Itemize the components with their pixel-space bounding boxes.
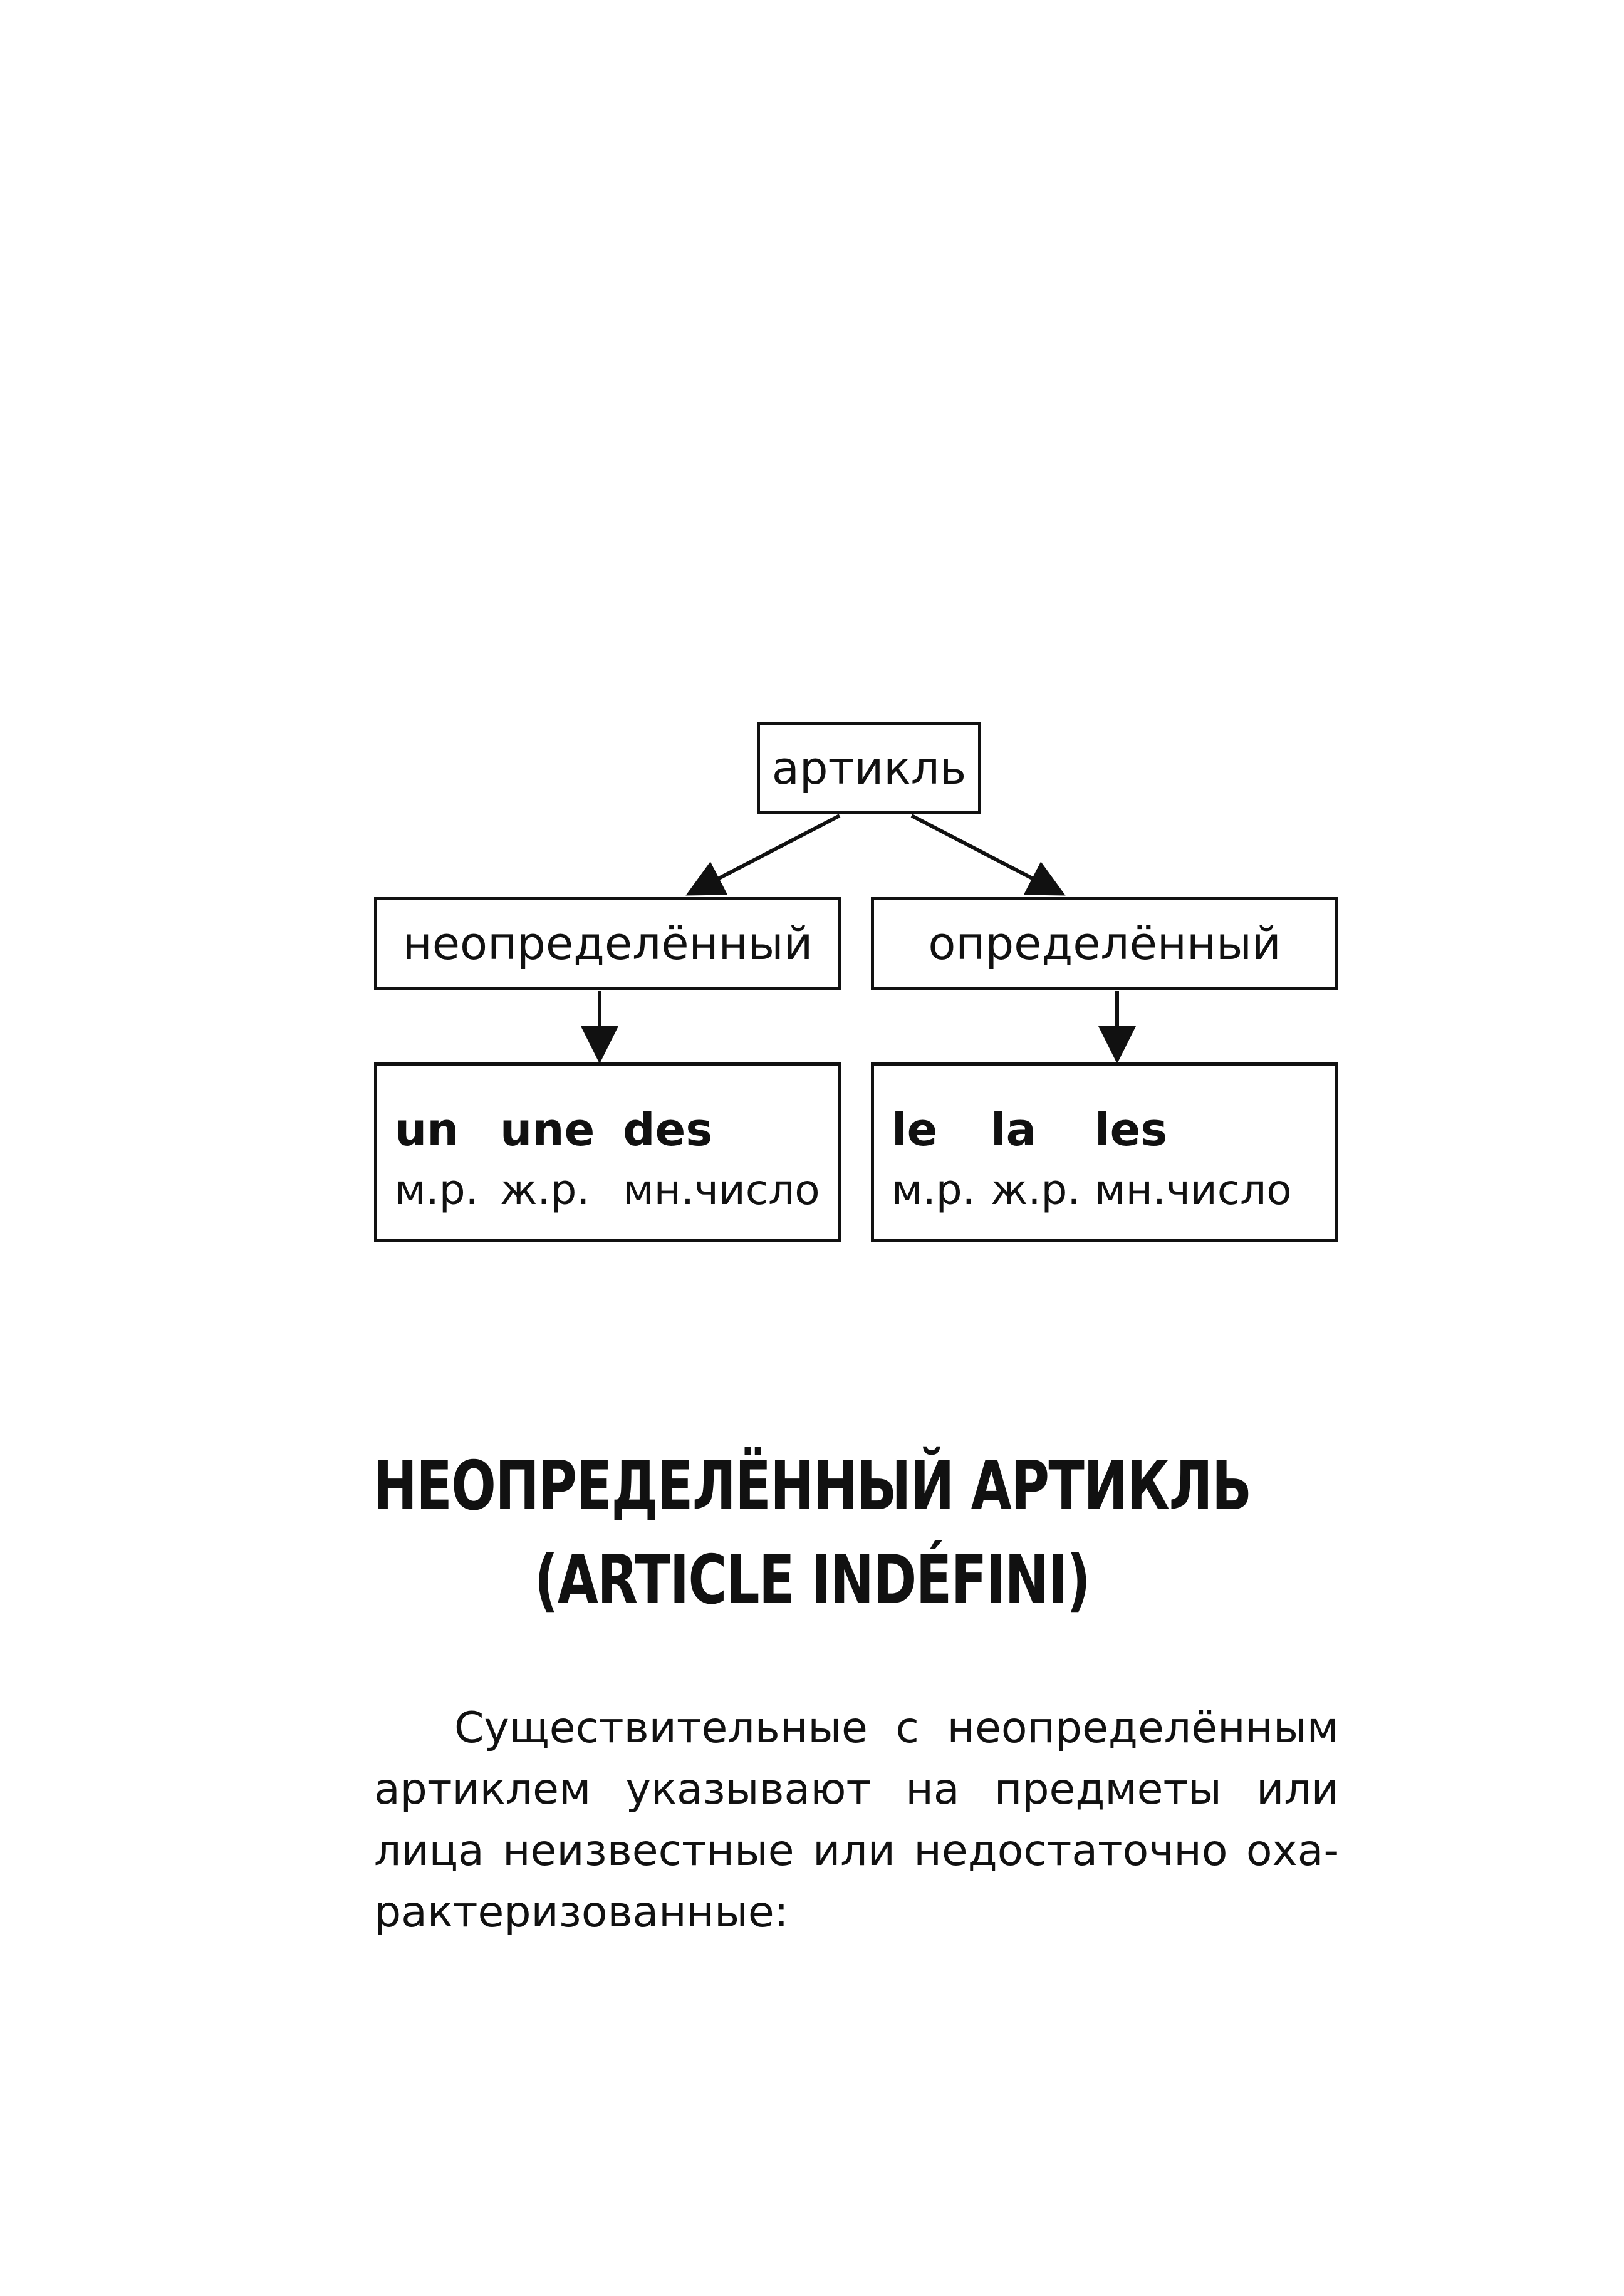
article-note: ж.р. <box>991 1166 1081 1214</box>
article-word: les <box>1095 1103 1168 1156</box>
article-word: un <box>395 1103 459 1156</box>
root-label: артикль <box>771 741 967 794</box>
definite-label: определённый <box>928 917 1281 970</box>
article-note: м.р. <box>395 1166 479 1214</box>
paragraph-line: артиклем указывают на предметы или <box>374 1765 1339 1814</box>
article-word: la <box>991 1103 1037 1156</box>
article-note: мн.число <box>1095 1166 1292 1214</box>
root-box <box>757 722 981 814</box>
article-word: le <box>892 1103 938 1156</box>
body-paragraph <box>374 1698 1339 1943</box>
indefinite-box <box>374 897 841 990</box>
definite-box <box>871 897 1338 990</box>
article-note: м.р. <box>892 1166 976 1214</box>
article-word: des <box>623 1103 713 1156</box>
definite-forms-box <box>871 1062 1338 1242</box>
arrow-root-to-indefinite <box>692 816 840 892</box>
paragraph-line: лица неизвестные или недостаточно оха- <box>374 1826 1339 1876</box>
section-heading-subtitle: (ARTICLE INDÉFINI) <box>534 1541 1090 1619</box>
indefinite-label: неопределённый <box>402 917 813 970</box>
article-note: мн.число <box>623 1166 820 1214</box>
indefinite-forms-box <box>374 1062 841 1242</box>
paragraph-line: рактеризованные: <box>374 1888 789 1937</box>
section-heading: НЕОПРЕДЕЛЁННЫЙ АРТИКЛЬ <box>373 1447 1251 1525</box>
paragraph-line: Существительные с неопределённым <box>454 1703 1339 1753</box>
article-note: ж.р. <box>500 1166 590 1214</box>
article-word: une <box>500 1103 595 1156</box>
arrow-root-to-definite <box>912 816 1059 892</box>
